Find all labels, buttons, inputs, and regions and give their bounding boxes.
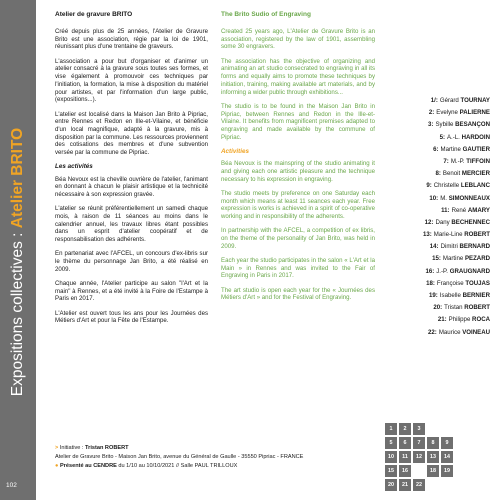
participant-name — [437, 278, 490, 290]
french-activity-5: L'Atelier est ouvert tous les ans pour les Journées des Métiers d'Art et pour la Fête de l'Estampe. — [55, 309, 208, 325]
participant-row — [380, 119, 490, 131]
english-intro-1: Created 25 years ago, L'Atelier de Gravure Brito is an association, registered by the law of 1901, assembling some 30 engravers. — [221, 28, 375, 51]
participant-last-name: SIMONNEAUX — [448, 194, 490, 202]
participant-row — [380, 302, 490, 314]
french-intro-2: L'association a pour but d'organiser et d'animer un atelier consacré à la gravure sous toutes ses formes, et vise également à promouvoir ces techniques par l'initiation, la formation, la mise à disposition du matériel pour artistes, et par l'information d'un large public, (expositions...). — [55, 57, 208, 104]
participant-number: 20: — [433, 304, 443, 312]
english-activity-2: The studio meets by preference on one Saturday each month which means at least 11 seances each year. Free expression is works is achieved in a spirit of co-operative working and in responsibility of the adherents. — [221, 189, 375, 220]
participant-row — [380, 95, 490, 107]
grid-cell: 20 — [385, 479, 397, 491]
participant-last-name: BERNIER — [462, 292, 490, 299]
participant-first-name: Martine — [442, 255, 464, 263]
participant-name — [440, 290, 490, 302]
participant-row — [380, 132, 490, 144]
participant-name — [441, 241, 490, 253]
sidebar-title — [9, 128, 27, 397]
grid-cell: 8 — [427, 437, 439, 449]
participant-number: 19: — [429, 292, 438, 299]
participant-first-name: Tristan — [444, 304, 463, 312]
english-activity-5: The art studio is open each year for the « Journées des Métiers d'Art » and for the Festival of Engraving. — [221, 286, 375, 302]
grid-empty-cell — [441, 479, 453, 491]
participant-name — [452, 205, 490, 217]
initiative-label: Initiative : — [59, 445, 86, 451]
participant-number: 3: — [428, 121, 434, 129]
grid-cell: 19 — [441, 465, 453, 477]
english-column — [221, 11, 375, 309]
participant-row — [380, 156, 490, 168]
english-activity-4: Each year the studio participates in the salon « L'Art et la Main » in Rennes and was invited to the Fair of Engraving in Paris in 2017. — [221, 256, 375, 280]
participant-last-name: PEZARD — [464, 255, 490, 263]
english-intro-2: The association has the objective of organizing and animating an art studio consecrated to engraving in all its forms and equally aims to promote these techniques by initiation, training, making available art materials, and by informing a wider public through exhibitions... — [221, 57, 375, 96]
french-activity-3: En partenariat avec l'AFCEL, un concours d'ex-libris sur le thème du personnage Jan Brito, a été réalisé en 2009. — [55, 250, 208, 273]
french-title: Atelier de gravure BRITO — [55, 11, 133, 18]
grid-cell: 1 — [385, 423, 397, 435]
participant-first-name: Philippe — [448, 316, 471, 324]
grid-empty-cell — [441, 423, 453, 435]
participant-first-name: A.-L. — [446, 133, 460, 141]
participant-number: 18: — [426, 279, 435, 287]
participant-name — [444, 302, 490, 314]
participant-first-name: Françoise — [436, 279, 464, 287]
french-activity-4: Chaque année, l'Atelier participe au salon "l'Art et la main" à Rennes, et a été invité à la Foire de l'Estampe à Paris en 2017. — [55, 280, 208, 303]
participant-first-name: J.-P. — [436, 267, 448, 275]
grid-cell: 9 — [441, 437, 453, 449]
english-activity-1: Béa Nevoux is the mainspring of the studio animating it and giving each one artistic pleasure and the technique necessary to his expression in engraving. — [221, 160, 375, 183]
footer-presented — [55, 462, 375, 471]
grid-cell: 18 — [427, 465, 439, 477]
artwork-number-grid — [385, 423, 453, 491]
participant-name — [449, 314, 490, 326]
participant-name — [434, 229, 490, 241]
participant-first-name: Dimitri — [440, 243, 458, 251]
footer — [55, 444, 375, 470]
participant-first-name: Sybille — [435, 121, 454, 129]
french-activity-1: Béa Nevoux est la cheville ouvrière de l'atelier, l'animant en donnant à chacun le plaisir artistique et la technicité nécessaire à son expression gravée. — [55, 175, 208, 198]
participant-last-name: GRAUGNARD — [449, 267, 490, 275]
french-column — [55, 11, 208, 332]
participant-number: 5: — [439, 133, 445, 141]
participant-number: 10: — [429, 194, 439, 202]
grid-cell: 16 — [399, 465, 411, 477]
bullet-icon: ● — [55, 462, 59, 469]
participant-first-name: Maurice — [438, 328, 461, 336]
participant-row — [380, 144, 490, 156]
participant-last-name: BESANÇON — [455, 121, 490, 129]
participant-number: 7: — [443, 157, 449, 165]
participant-first-name: Benoit — [442, 170, 461, 178]
participant-number: 22: — [428, 328, 437, 336]
sidebar-title-highlight: Atelier BRITO — [9, 127, 26, 229]
participant-row — [380, 168, 490, 180]
participant-last-name: AMARY — [467, 206, 490, 214]
grid-empty-cell — [413, 465, 425, 477]
participant-row — [380, 241, 490, 253]
grid-cell: 2 — [399, 423, 411, 435]
english-intro-3: The studio is to be found in the Maison Jan Brito in Pipriac, between Rennes and Redon in the Ille-et-Vilaine. It benefits from magnificent premises adapted to engraving and made available by the commune of Pipriac. — [221, 102, 375, 141]
participant-last-name: ROCA — [472, 316, 490, 324]
participant-name — [434, 180, 490, 192]
sidebar — [0, 0, 36, 500]
participant-row — [380, 290, 490, 302]
french-intro-1: Créé depuis plus de 25 années, l'Atelier de Gravure Brito est une association, régie par la loi de 1901, réunissant plus d'une trentaine de graveurs. — [55, 28, 208, 51]
participant-number: 1/: — [430, 97, 438, 104]
participant-number: 8: — [435, 170, 441, 178]
arrow-icon: > — [55, 445, 59, 451]
participant-name — [441, 144, 490, 156]
page-number: 102 — [6, 482, 17, 489]
participant-last-name: TOUJAS — [465, 279, 490, 287]
sidebar-title-prefix: Expositions collectives : — [9, 228, 26, 397]
participant-name — [435, 217, 490, 229]
participant-last-name: BERNARD — [459, 243, 490, 251]
french-intro-3: L'atelier est localisé dans la Maison Jan Brito à Pipriac, entre Rennes et Redon en Ille-et-Vilaine, et bénéficie d'un local magnifique, adapté à la gravure, mis à disposition par la commune. Les ressources proviennent des cotisations des membres et d'une subvention versée par la commune de Pipriac. — [55, 110, 208, 157]
participant-number: 2: — [428, 109, 435, 117]
participant-name — [439, 327, 490, 339]
presented-rest: du 1/10 au 10/10/2021 // Salle PAUL TRILLOUX — [116, 462, 238, 469]
grid-cell: 5 — [385, 437, 397, 449]
participant-row — [380, 107, 490, 119]
grid-cell: 12 — [413, 451, 425, 463]
participant-number: 16: — [425, 267, 435, 275]
initiative-name: Tristan ROBERT — [85, 445, 129, 451]
grid-cell: 6 — [399, 437, 411, 449]
participant-name — [451, 156, 490, 168]
participant-row — [380, 193, 490, 205]
participant-name — [443, 253, 490, 265]
participant-first-name: Martine — [440, 145, 461, 153]
participant-last-name: LEBLANC — [460, 182, 490, 190]
participant-row — [380, 253, 490, 265]
footer-initiative — [55, 444, 375, 453]
participant-name — [447, 132, 490, 144]
participant-row — [380, 327, 490, 339]
french-activity-2: L'atelier se réunit préférentiellement un samedi chaque mois, à raison de 11 séances au moins dans le calendrier annuel, les travaux libres étant possibles dans un esprit d'atelier coopératif et de responsabilisation des adhérents. — [55, 205, 208, 244]
participant-number: 11: — [441, 206, 450, 214]
footer-address: Atelier de Gravure Brito - Maison Jan Brito, avenue du Général de Gaulle - 35550 Pipriac - FRANCE — [55, 453, 304, 460]
participant-last-name: MERCIER — [461, 170, 490, 178]
participant-first-name: M.-P. — [450, 157, 465, 165]
participant-row — [380, 205, 490, 217]
french-activities-title: Les activités — [55, 163, 93, 171]
english-title: The Brito Sudio of Engraving — [221, 11, 311, 18]
participant-first-name: Evelyne — [436, 109, 458, 117]
participant-list — [380, 95, 490, 339]
participant-last-name: VOINEAU — [462, 328, 490, 336]
participant-first-name: Marie-Line — [433, 231, 463, 239]
participant-name — [436, 266, 490, 278]
participant-number: 9: — [426, 182, 432, 190]
grid-cell: 13 — [427, 451, 439, 463]
participant-name — [440, 95, 490, 107]
participant-name — [443, 168, 490, 180]
grid-cell: 21 — [399, 479, 411, 491]
participant-number: 15: — [432, 255, 441, 263]
participant-first-name: M. — [440, 194, 447, 202]
participant-last-name: GAUTIER — [462, 145, 490, 153]
participant-last-name: TOURNAY — [460, 97, 490, 104]
grid-cell: 14 — [441, 451, 453, 463]
english-activity-3: In partnership with the AFCEL, a competition of ex libris, on the theme of the personality of Jan Brito, was held in 2009. — [221, 227, 375, 250]
participant-first-name: Dany — [435, 218, 450, 226]
participant-first-name: Christelle — [433, 182, 460, 190]
participant-first-name: Isabelle — [439, 292, 461, 299]
participant-last-name: ROBERT — [464, 231, 490, 239]
participant-last-name: TIFFOIN — [466, 157, 490, 165]
grid-empty-cell — [427, 423, 439, 435]
participant-first-name: Gérard — [439, 97, 459, 104]
participant-row — [380, 217, 490, 229]
grid-cell: 7 — [413, 437, 425, 449]
grid-cell: 3 — [413, 423, 425, 435]
participant-row — [380, 180, 490, 192]
grid-cell: 15 — [385, 465, 397, 477]
participant-row — [380, 229, 490, 241]
participant-number: 14: — [429, 243, 439, 251]
grid-cell: 22 — [413, 479, 425, 491]
participant-number: 13: — [422, 231, 432, 239]
grid-cell: 10 — [385, 451, 397, 463]
participant-name — [436, 107, 490, 119]
participant-number: 6: — [433, 145, 439, 153]
participant-last-name: BECHENNEC — [451, 218, 490, 226]
participant-row — [380, 266, 490, 278]
participant-name — [440, 193, 490, 205]
participant-name — [435, 119, 490, 131]
participant-number: 21: — [437, 316, 447, 324]
participant-number: 12: — [424, 218, 434, 226]
presented-prefix: Présenté au CENDRE — [59, 462, 117, 469]
participant-row — [380, 314, 490, 326]
participant-last-name: ROBERT — [464, 304, 490, 312]
participant-last-name: HARDOIN — [461, 133, 490, 141]
english-activities-title: Activities — [221, 147, 249, 155]
grid-empty-cell — [427, 479, 439, 491]
participant-first-name: René — [451, 206, 467, 214]
participant-last-name: PALIERNE — [459, 109, 490, 117]
grid-cell: 11 — [399, 451, 411, 463]
participant-row — [380, 278, 490, 290]
